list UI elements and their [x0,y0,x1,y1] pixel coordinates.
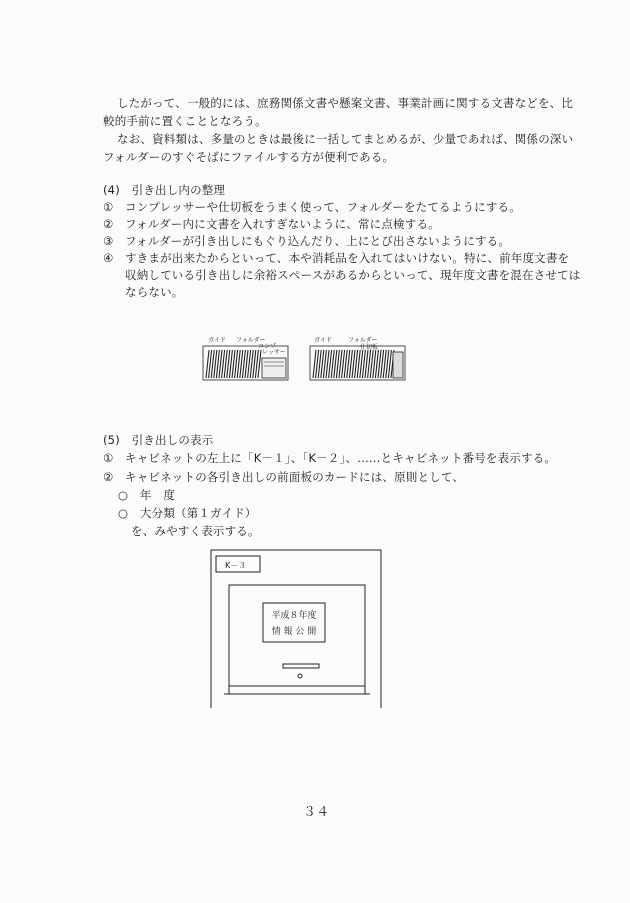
card-fiscal-year: 平成８年度 [271,611,317,621]
section5-item-1 [103,450,556,466]
item-text: フォルダー内に文書を入れすぎないように、常に点検する。 [125,217,440,231]
cabinet-illustration [0,546,630,716]
label-compressor-1: コンプ [258,343,277,350]
drawer-lock [298,674,302,678]
item-number: ① [103,451,114,465]
section4-item-2 [103,216,440,232]
section4-item-4-line-2: 収納している引き出しに余裕スペースがあるからといって、現年度文書を混在させては [125,268,581,282]
item-text: キャビネットの左上に「K－１」、「K－２」、……とキャビネット番号を表示する。 [125,451,557,465]
item-number: ② [103,470,114,484]
section5-item-2 [103,469,464,485]
label-divider: 仕切板 [360,344,379,351]
cabinet-number-label: K－３ [225,561,247,570]
item-text: キャビネットの各引き出しの前面板のカードには、原則として、 [125,470,465,484]
closing-text: を、みやすく表示する。 [131,524,260,538]
page-number: ３４ [303,805,330,820]
label-folder-left: フォルダー [236,337,266,344]
item-text: フォルダーが引き出しにもぐり込んだり、上にとび出さないようにする。 [125,234,511,248]
item-number: ③ [103,234,114,248]
item-text: すきまが出来たからといって、本や消耗品を入れてはいけない。特に、前年度文書を [125,251,570,265]
item-number: ④ [103,251,114,265]
item-number: ① [103,200,114,214]
label-guide-left: ガイド [208,337,226,344]
drawer-handle [283,664,319,668]
bullet-major-category: ○ 大分類（第１ガイド） [118,506,257,520]
bullet-fiscal-year: ○ 年 度 [118,488,176,502]
item-number: ② [103,217,114,231]
item-text: コンプレッサーや仕切板をうまく使って、フォルダーをたてるようにする。 [125,200,521,214]
drawer-illustration [0,328,630,388]
paragraph-2-line-2: フォルダーのすぐそばにファイルする方が便利である。 [103,150,395,164]
section5-heading: (5) 引き出しの表示 [103,433,214,447]
paragraph-1-line-1: したがって、一般的には、庶務関係文書や懸案文書、事業計画に関する文書などを、比 [117,96,574,110]
paragraph-2-line-1: なお、資料類は、多量のときは最後に一括してまとめるが、少量であれば、関係の深い [117,132,574,146]
section4-item-4 [103,250,569,266]
section4-heading: (4) 引き出し内の整理 [103,183,226,197]
next-drawer-edge [229,686,365,694]
label-compressor-2: レッサー [262,349,286,356]
label-folder-right: フォルダー [348,337,378,344]
card-category: 情 報 公 開 [271,627,317,637]
right-drawer [310,346,405,380]
section4-item-1 [103,199,521,215]
section4-item-4-line-3: ならない。 [125,285,184,299]
paragraph-1-line-2: 較的手前に置くこととなろう。 [103,114,267,128]
label-guide-right: ガイド [314,337,332,344]
section4-item-3 [103,233,510,249]
